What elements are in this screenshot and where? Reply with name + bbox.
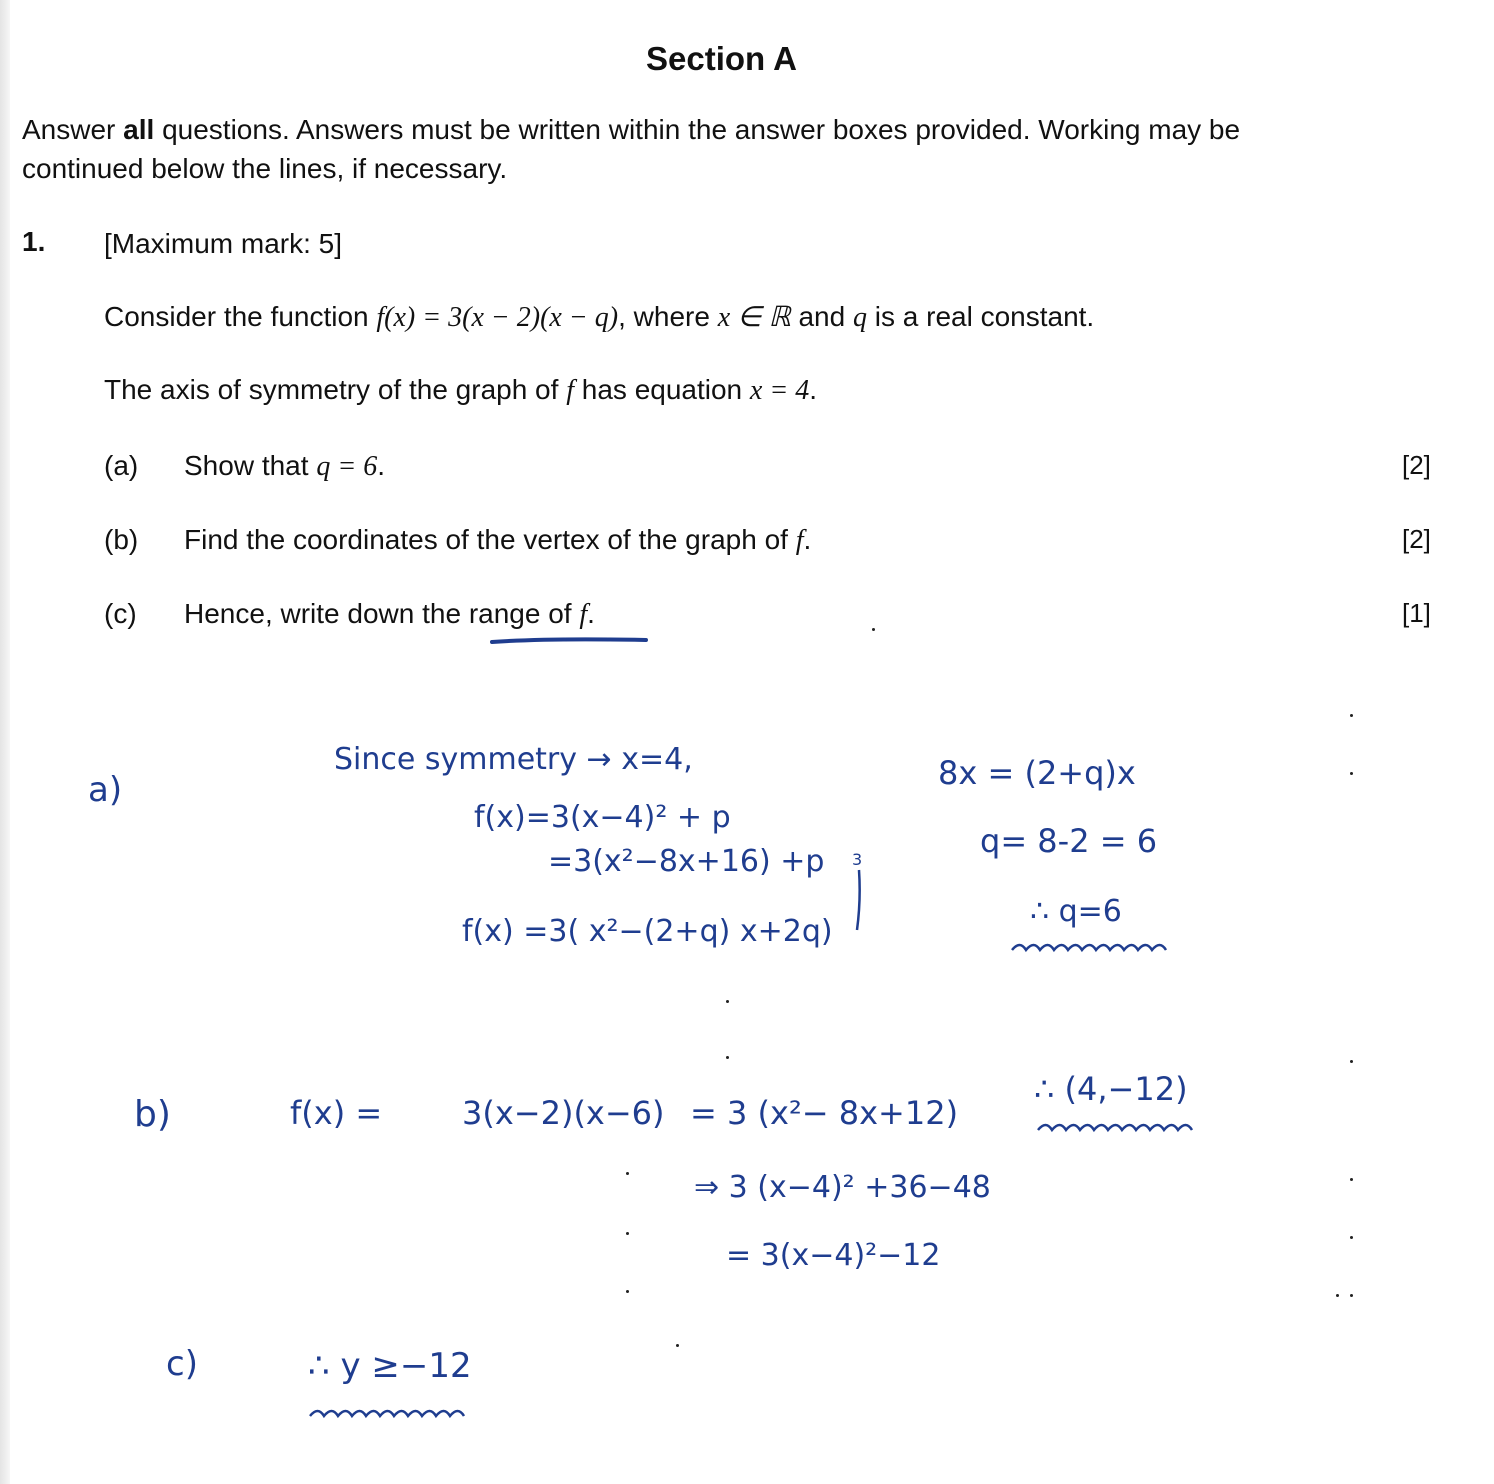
stray-dot: [1336, 1294, 1339, 1297]
stray-dot: [726, 1056, 729, 1059]
hand-a-bracket: [852, 866, 866, 936]
part-b-text: Find the coordinates of the vertex of the graph of f.: [184, 524, 812, 556]
hand-a-line-2: f(x)=3(x−4)² + p: [474, 800, 731, 835]
hand-a-line-3: =3(x²−8x+16) +p: [548, 844, 825, 879]
part-a-label: (a): [104, 450, 139, 481]
hand-b-line-2: ⇒ 3 (x−4)² +36−48: [694, 1170, 991, 1205]
hand-a-label: a): [88, 770, 123, 810]
hand-a-squiggle: [1008, 938, 1173, 958]
question-stem-2: The axis of symmetry of the graph of f has equation x = 4.: [104, 374, 818, 406]
stray-dot: [626, 1290, 629, 1293]
part-c-label: (c): [104, 598, 137, 629]
stray-dot: [1350, 1236, 1353, 1239]
stray-dot: [626, 1172, 629, 1175]
hand-a-line-1: Since symmetry → x=4,: [334, 742, 693, 777]
hand-a-right-1: 8x = (2+q)x: [938, 754, 1136, 792]
hand-a-right-3: ∴ q=6: [1030, 894, 1122, 929]
hand-b-squiggle: [1034, 1118, 1199, 1138]
stray-dot: [1350, 1178, 1353, 1181]
hand-b-label: b): [134, 1094, 171, 1135]
part-b-label: (b): [104, 524, 139, 555]
stray-dot: [1350, 772, 1353, 775]
instructions-line-2: continued below the lines, if necessary.: [22, 153, 508, 184]
hand-a-line-4: f(x) =3( x²−(2+q) x+2q): [462, 914, 833, 949]
instructions-line-1: Answer all questions. Answers must be written within the answer boxes provided. Working may be: [22, 114, 1241, 145]
question-number: 1.: [22, 226, 46, 257]
part-c-marks: [1]: [1402, 598, 1431, 628]
range-underline: [488, 632, 653, 648]
part-a-marks: [2]: [1402, 450, 1431, 480]
hand-c-label: c): [166, 1344, 198, 1384]
stray-dot: [626, 1232, 629, 1235]
hand-a-right-2: q= 8-2 = 6: [980, 822, 1158, 860]
hand-c-answer: ∴ y ≥−12: [308, 1346, 472, 1386]
stray-dot: [1350, 1294, 1353, 1297]
hand-b-answer: ∴ (4,−12): [1034, 1070, 1188, 1108]
part-b-marks: [2]: [1402, 524, 1431, 554]
part-a-text: Show that q = 6.: [184, 450, 385, 482]
hand-b-line-1-mid: 3(x−2)(x−6): [462, 1094, 665, 1132]
stray-dot: [726, 1000, 729, 1003]
hand-b-line-1-right: = 3 (x²− 8x+12): [690, 1094, 959, 1132]
max-mark: [Maximum mark: 5]: [104, 228, 343, 259]
hand-c-squiggle: [306, 1404, 476, 1424]
stray-dot: [872, 628, 875, 631]
hand-b-line-1-left: f(x) =: [290, 1094, 383, 1132]
hand-a-bracket-mark: 3: [852, 850, 863, 869]
question-stem-1: Consider the function f(x) = 3(x − 2)(x − q), where x ∈ ℝ and q is a real constant.: [104, 301, 1095, 333]
page-shadow-edge: [0, 0, 10, 1484]
stray-dot: [1350, 1060, 1353, 1063]
stray-dot: [1350, 714, 1353, 717]
part-c-text: Hence, write down the range of f.: [184, 598, 595, 630]
hand-b-line-3: = 3(x−4)²−12: [726, 1238, 941, 1273]
section-title: Section A: [646, 40, 797, 77]
stray-dot: [676, 1344, 679, 1347]
